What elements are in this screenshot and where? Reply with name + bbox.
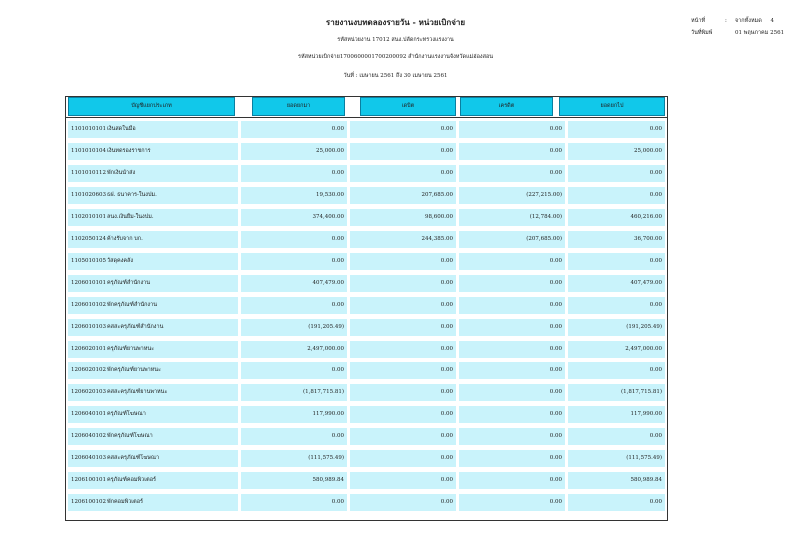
- closing-balance-cell: (1,817,715.81): [568, 384, 665, 401]
- table-row: [66, 404, 669, 426]
- account-code: 1206010103: [71, 323, 106, 330]
- account-code: 1102010101: [71, 213, 106, 220]
- account-cell: [68, 341, 238, 358]
- debit-cell: 0.00: [350, 406, 456, 423]
- credit-cell: (227,215.00): [459, 187, 565, 204]
- header-divider: [66, 117, 667, 118]
- opening-balance-cell: 0.00: [241, 231, 347, 248]
- closing-balance-cell: 0.00: [568, 121, 665, 138]
- col-header-debit: เดบิต: [360, 97, 456, 116]
- account-code: 1101010101: [71, 126, 106, 132]
- credit-cell: 0.00: [459, 428, 565, 445]
- credit-cell: 0.00: [459, 450, 565, 467]
- account-code: 1101010112: [71, 169, 106, 176]
- debit-cell: 0.00: [350, 362, 456, 379]
- table-row: [66, 492, 669, 514]
- debit-cell: 0.00: [350, 494, 456, 511]
- account-name: ครุภัณฑ์ยานพาหนะ: [107, 345, 155, 352]
- account-cell: [68, 494, 238, 511]
- credit-cell: 0.00: [459, 253, 565, 270]
- account-cell: [68, 209, 238, 226]
- closing-balance-cell: 117,990.00: [568, 406, 665, 423]
- account-name: คสสะครุภัณฑ์สำนักงาน: [107, 323, 164, 330]
- opening-balance-cell: 0.00: [241, 362, 347, 379]
- debit-cell: 0.00: [350, 253, 456, 270]
- table-row: [66, 295, 669, 317]
- report-title: รายงานงบทดลองรายวัน - หน่วยเบิกจ่าย: [325, 17, 466, 27]
- closing-balance-cell: 36,700.00: [568, 231, 665, 248]
- debit-cell: 0.00: [350, 143, 456, 160]
- opening-balance-cell: 0.00: [241, 494, 347, 511]
- disbursement-unit-line: รหัสหน่วยเบิกจ่าย1700600001700200092 สำนักงานแรงงานจังหวัดแม่ฮ่องสอน: [297, 54, 494, 60]
- page-total: 4: [770, 18, 775, 24]
- account-cell: [68, 472, 238, 489]
- table-row: [66, 141, 669, 163]
- opening-balance-cell: 407,479.00: [241, 275, 347, 292]
- account-cell: [68, 275, 238, 292]
- account-cell: [68, 428, 238, 445]
- account-cell: [68, 253, 238, 270]
- credit-cell: 0.00: [459, 165, 565, 182]
- account-name: ธฝ. ธนาคาร-ในงปม.: [107, 191, 157, 198]
- debit-cell: 0.00: [350, 428, 456, 445]
- page-info: [691, 17, 774, 25]
- account-name: เงินสดในมือ: [107, 126, 136, 132]
- debit-cell: 0.00: [350, 472, 456, 489]
- opening-balance-cell: (111,575.49): [241, 450, 347, 467]
- debit-cell: 0.00: [350, 297, 456, 314]
- table-row: [66, 360, 669, 382]
- debit-cell: 244,385.00: [350, 231, 456, 248]
- opening-balance-cell: 19,530.00: [241, 187, 347, 204]
- table-row: [66, 251, 669, 273]
- account-name: ครุภัณฑ์คอมพิวเตอร์: [107, 477, 156, 484]
- account-name: คสสะครุภัณฑ์ยานพาหนะ: [107, 389, 168, 396]
- print-date: [691, 29, 784, 37]
- credit-cell: 0.00: [459, 406, 565, 423]
- account-code: 1206010101: [71, 279, 106, 286]
- opening-balance-cell: 0.00: [241, 297, 347, 314]
- table-row: [66, 382, 669, 404]
- table-row: [66, 317, 669, 339]
- account-code: 1206040103: [71, 455, 106, 462]
- account-cell: [68, 406, 238, 423]
- page-value: จากทั้งหมด: [735, 18, 762, 24]
- account-name: ครุภัณฑ์โฆษณา: [107, 411, 146, 418]
- agency-line: รหัสหน่วยงาน 17012 สนง.ปลัดกระทรวงแรงงาน: [337, 37, 454, 43]
- credit-cell: 0.00: [459, 384, 565, 401]
- account-name: ลนง.เงินยืม-ในงปม.: [107, 213, 154, 220]
- closing-balance-cell: 407,479.00: [568, 275, 665, 292]
- table-row: [66, 229, 669, 251]
- debit-cell: 0.00: [350, 341, 456, 358]
- account-cell: [68, 297, 238, 314]
- closing-balance-cell: 460,216.00: [568, 209, 665, 226]
- debit-cell: 0.00: [350, 275, 456, 292]
- col-header-credit: เครดิต: [460, 97, 553, 116]
- account-code: 1206020102: [71, 367, 106, 374]
- opening-balance-cell: (1,817,715.81): [241, 384, 347, 401]
- account-name: พักคอมพิวเตอร์: [107, 499, 143, 506]
- account-name: พักครุภัณฑ์สำนักงาน: [107, 301, 157, 308]
- col-header-closing: ยอดยกไป: [559, 97, 665, 116]
- page-separator: :: [725, 18, 727, 24]
- col-header-opening: ยอดยกมา: [252, 97, 345, 116]
- account-code: 1101010104: [71, 147, 106, 154]
- account-cell: [68, 187, 238, 204]
- credit-cell: (12,784.00): [459, 209, 565, 226]
- opening-balance-cell: 2,497,000.00: [241, 341, 347, 358]
- account-name: คสสะครุภัณฑ์โฆษณา: [107, 455, 160, 462]
- table-row: [66, 207, 669, 229]
- credit-cell: 0.00: [459, 341, 565, 358]
- account-cell: [68, 121, 238, 138]
- debit-cell: 0.00: [350, 450, 456, 467]
- account-name: วัสดุคงคลัง: [107, 257, 134, 264]
- account-name: พักครุภัณฑ์โฆษณา: [107, 433, 153, 440]
- credit-cell: 0.00: [459, 275, 565, 292]
- credit-cell: 0.00: [459, 319, 565, 336]
- credit-cell: 0.00: [459, 362, 565, 379]
- account-code: 1206020103: [71, 389, 106, 396]
- account-cell: [68, 319, 238, 336]
- debit-cell: 98,600.00: [350, 209, 456, 226]
- account-code: 1206020101: [71, 345, 106, 352]
- table-row: [66, 163, 669, 185]
- page-label: หน้าที่: [691, 18, 706, 24]
- account-name: ครุภัณฑ์สำนักงาน: [107, 279, 150, 286]
- account-code: 1206100102: [71, 499, 106, 506]
- closing-balance-cell: 2,497,000.00: [568, 341, 665, 358]
- debit-cell: 0.00: [350, 165, 456, 182]
- credit-cell: 0.00: [459, 297, 565, 314]
- account-cell: [68, 450, 238, 467]
- account-name: ค้างรับจาก บก.: [107, 235, 143, 242]
- account-cell: [68, 362, 238, 379]
- opening-balance-cell: 0.00: [241, 428, 347, 445]
- opening-balance-cell: 0.00: [241, 253, 347, 270]
- account-code: 1206010102: [71, 301, 106, 308]
- closing-balance-cell: (111,575.49): [568, 450, 665, 467]
- trial-balance-table: [65, 96, 668, 521]
- table-row: [66, 119, 669, 141]
- table-row: [66, 426, 669, 448]
- debit-cell: 0.00: [350, 319, 456, 336]
- account-code: 1105010105: [71, 257, 106, 264]
- account-code: 1206100101: [71, 477, 106, 484]
- account-code: 1206040102: [71, 433, 106, 440]
- date-range-line: วันที่ : เมษายน 2561 ถึง 30 เมษายน 2561: [343, 73, 448, 79]
- account-code: 1206040101: [71, 411, 106, 418]
- account-code: 1102050124: [71, 235, 106, 242]
- account-code: 1101020603: [71, 191, 106, 198]
- opening-balance-cell: 0.00: [241, 165, 347, 182]
- closing-balance-cell: 0.00: [568, 297, 665, 314]
- opening-balance-cell: (191,205.49): [241, 319, 347, 336]
- table-row: [66, 339, 669, 361]
- debit-cell: 0.00: [350, 384, 456, 401]
- account-name: พักครุภัณฑ์ยานพาหนะ: [107, 367, 162, 374]
- table-row: [66, 470, 669, 492]
- closing-balance-cell: 0.00: [568, 494, 665, 511]
- closing-balance-cell: 580,989.84: [568, 472, 665, 489]
- opening-balance-cell: 25,000.00: [241, 143, 347, 160]
- table-row: [66, 185, 669, 207]
- debit-cell: 207,685.00: [350, 187, 456, 204]
- print-date-label: วันที่พิมพ์: [691, 30, 713, 36]
- closing-balance-cell: 0.00: [568, 165, 665, 182]
- closing-balance-cell: 0.00: [568, 428, 665, 445]
- account-cell: [68, 384, 238, 401]
- credit-cell: 0.00: [459, 143, 565, 160]
- closing-balance-cell: 0.00: [568, 253, 665, 270]
- opening-balance-cell: 580,989.84: [241, 472, 347, 489]
- table-row: [66, 273, 669, 295]
- credit-cell: 0.00: [459, 472, 565, 489]
- closing-balance-cell: (191,205.49): [568, 319, 665, 336]
- credit-cell: (207,685.00): [459, 231, 565, 248]
- closing-balance-cell: 0.00: [568, 187, 665, 204]
- opening-balance-cell: 374,400.00: [241, 209, 347, 226]
- closing-balance-cell: 0.00: [568, 362, 665, 379]
- credit-cell: 0.00: [459, 121, 565, 138]
- account-cell: [68, 165, 238, 182]
- print-date-value: 01 พฤษภาคม 2561: [735, 30, 785, 36]
- account-name: เงินทดรองราชการ: [107, 147, 151, 154]
- account-cell: [68, 143, 238, 160]
- table-row: [66, 448, 669, 470]
- closing-balance-cell: 25,000.00: [568, 143, 665, 160]
- account-cell: [68, 231, 238, 248]
- debit-cell: 0.00: [350, 121, 456, 138]
- opening-balance-cell: 117,990.00: [241, 406, 347, 423]
- opening-balance-cell: 0.00: [241, 121, 347, 138]
- account-name: พักเงินนำส่ง: [107, 169, 136, 176]
- credit-cell: 0.00: [459, 494, 565, 511]
- col-header-account: บัญชีแยกประเภท: [68, 97, 235, 116]
